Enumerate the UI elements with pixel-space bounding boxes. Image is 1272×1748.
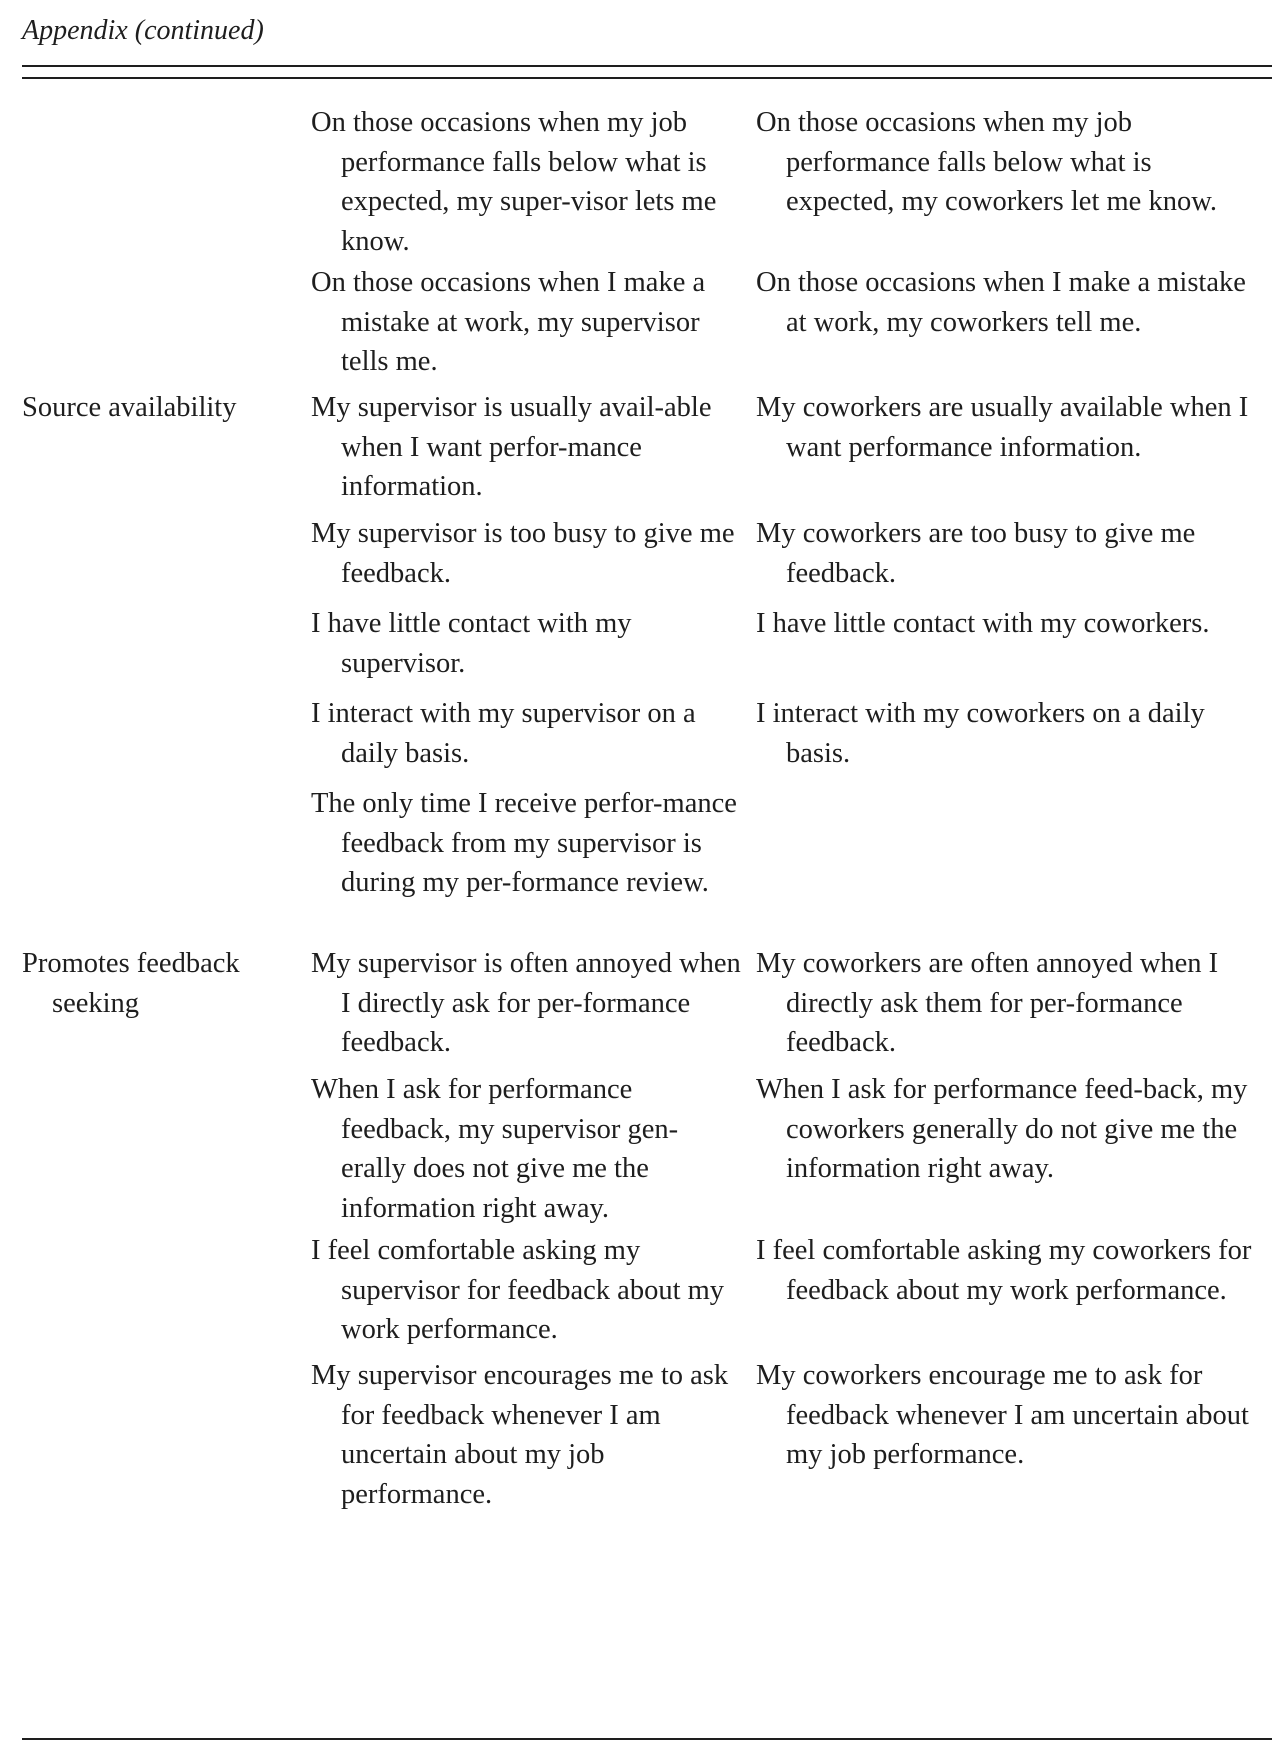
coworker-item: When I ask for performance feed-back, my coworkers generally do not give me the information right away. — [756, 1074, 1248, 1184]
supervisor-item: My supervisor is often annoyed when I directly ask for per-formance feedback. — [311, 948, 741, 1058]
supervisor-item: The only time I receive perfor-mance feedback from my supervisor is during my per-formance review. — [311, 788, 737, 898]
supervisor-item: On those occasions when I make a mistake at work, my supervisor tells me. — [311, 267, 706, 377]
supervisor-item: When I ask for performance feedback, my supervisor gen-erally does not give me the information right away. — [311, 1074, 679, 1224]
coworker-item: My coworkers encourage me to ask for feedback whenever I am uncertain about my job performance. — [756, 1360, 1249, 1470]
top-rule — [22, 65, 1272, 67]
supervisor-item: My supervisor is too busy to give me feedback. — [311, 518, 735, 589]
bottom-rule — [22, 1738, 1272, 1740]
coworker-item: On those occasions when I make a mistake at work, my coworkers tell me. — [756, 267, 1246, 338]
supervisor-item: My supervisor encourages me to ask for feedback whenever I am uncertain about my job performance. — [311, 1360, 729, 1510]
coworker-item: I feel comfortable asking my coworkers for feedback about my work performance. — [756, 1235, 1252, 1306]
top-rule-double — [22, 77, 1272, 79]
supervisor-item: My supervisor is usually avail-able when I want perfor-mance information. — [311, 392, 712, 502]
table-caption: Appendix (continued) — [22, 15, 264, 46]
category-label: Promotes feedback seeking — [22, 948, 240, 1019]
supervisor-item: On those occasions when my job performance falls below what is expected, my super-visor lets me know. — [311, 107, 717, 257]
coworker-item: I interact with my coworkers on a daily basis. — [756, 698, 1205, 769]
coworker-item: My coworkers are often annoyed when I directly ask them for per-formance feedback. — [756, 948, 1219, 1058]
supervisor-item: I interact with my supervisor on a daily basis. — [311, 698, 696, 769]
coworker-item: My coworkers are usually available when I want performance information. — [756, 392, 1249, 463]
supervisor-item: I have little contact with my supervisor. — [311, 608, 632, 679]
coworker-item: My coworkers are too busy to give me feedback. — [756, 518, 1196, 589]
coworker-item: I have little contact with my coworkers. — [756, 608, 1210, 639]
category-label: Source availability — [22, 392, 237, 423]
coworker-item: On those occasions when my job performance falls below what is expected, my coworkers let me know. — [756, 107, 1218, 217]
supervisor-item: I feel comfortable asking my supervisor for feedback about my work performance. — [311, 1235, 725, 1345]
